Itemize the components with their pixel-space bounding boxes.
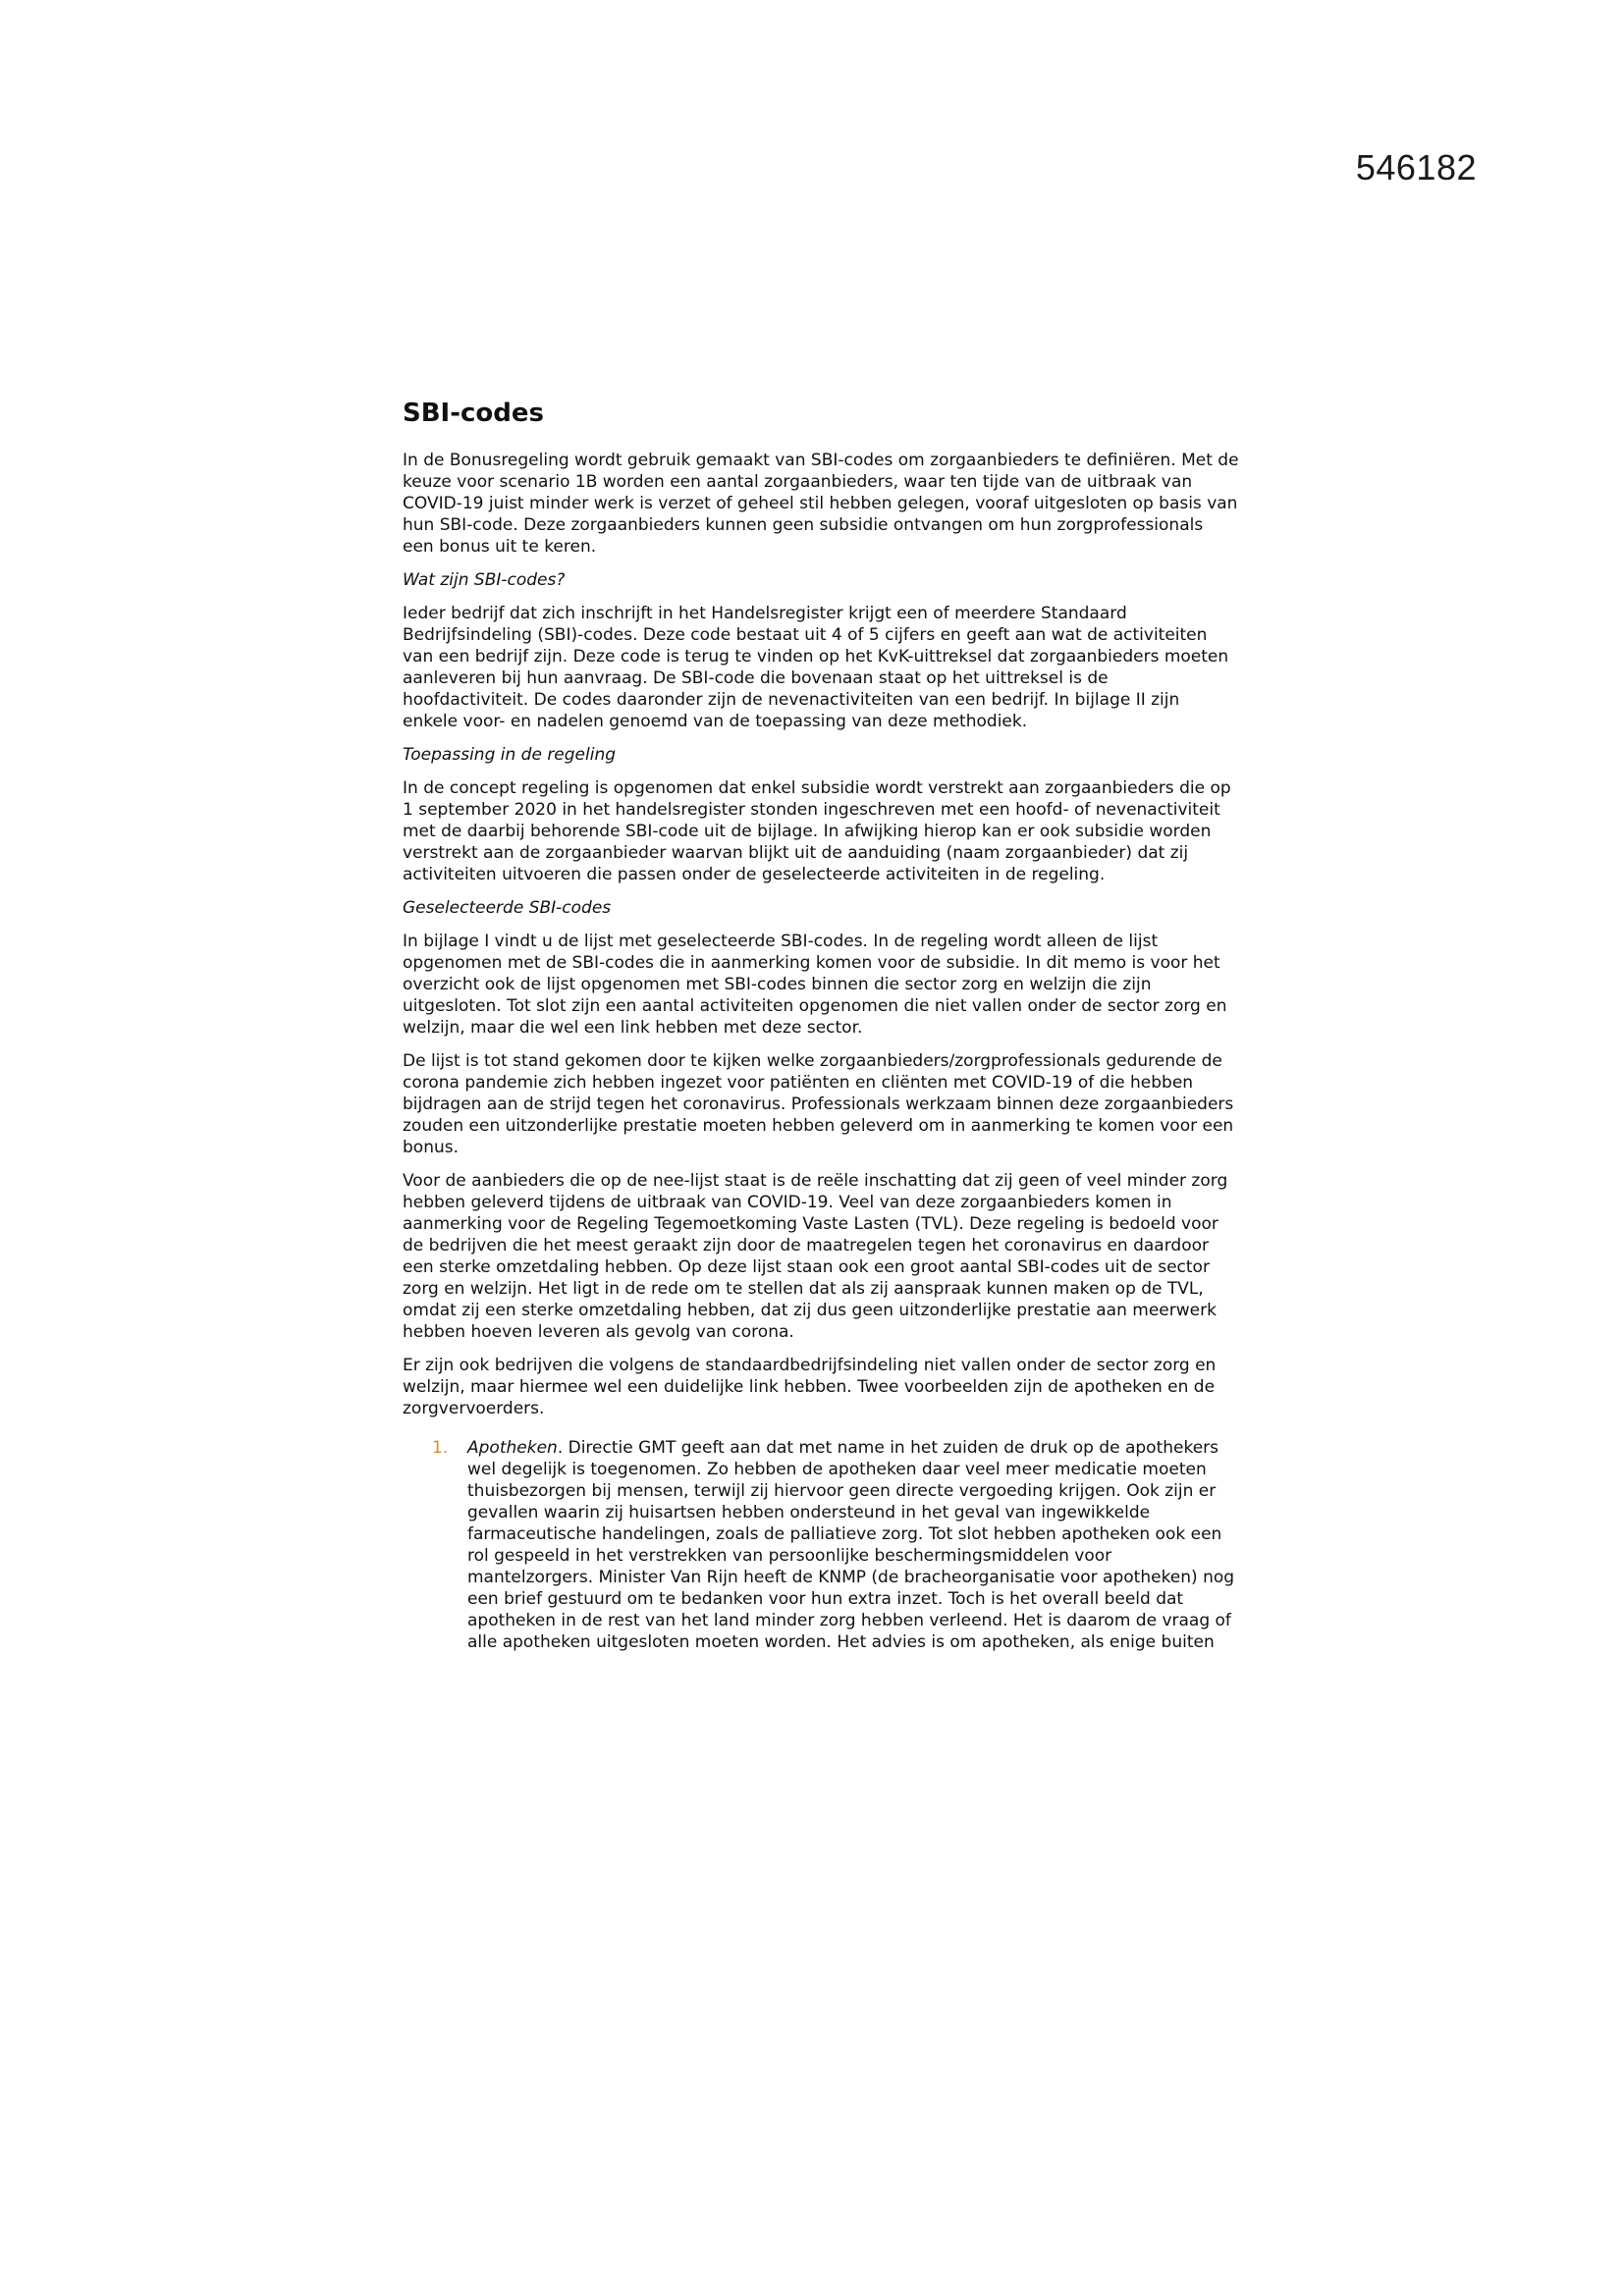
document-body xyxy=(403,397,1239,1653)
list-item-text: . Directie GMT geeft aan dat met name in het zuiden de druk op de apothekers wel degelijk is toegenomen. Zo hebben de apotheken daar veel meer medicatie moeten thuisbezorgen bij mensen, terwijl zij hiervoor geen directe vergoeding krijgen. Ook zijn er gevallen waarin zij huisartsen hebben ondersteund in het geval van ingewikkelde farmaceutische handelingen, zoals de palliatieve zorg. Tot slot hebben apotheken ook een rol gespeeld in het verstrekken van persoonlijke beschermingsmiddelen voor mantelzorgers. Minister Van Rijn heeft de KNMP (de bracheorganisatie voor apotheken) nog een brief gestuurd om te bedanken voor hun extra inzet. Toch is het overall beeld dat apotheken in de rest van het land minder zorg hebben verleend. Het is daarom de vraag of alle apotheken uitgesloten moeten worden. Het advies is om apotheken, als enige buiten xyxy=(467,1438,1235,1652)
section-heading-wat-zijn-sbi-codes: Wat zijn SBI-codes? xyxy=(403,570,566,590)
section-paragraph-toepassing: In de concept regeling is opgenomen dat enkel subsidie wordt verstrekt aan zorgaanbieders die op 1 september 2020 in het handelsregister stonden ingeschreven met een hoofd- of nevenactiviteit met de daarbij behorende SBI-code uit de bijlage. In afwijking hierop kan er ook subsidie worden verstrekt aan de zorgaanbieder waarvan blijkt uit de aanduiding (naam zorgaanbieder) dat zij activiteiten uitvoeren die passen onder de geselecteerde activiteiten in de regeling. xyxy=(403,778,1231,884)
section-paragraph-lijst: De lijst is tot stand gekomen door te kijken welke zorgaanbieders/zorgprofessionals gedurende de corona pandemie zich hebben ingezet voor patiënten en cliënten met COVID-19 of die hebben bijdragen aan de strijd tegen het coronavirus. Professionals werkzaam binnen deze zorgaanbieders zouden een uitzonderlijke prestatie moeten hebben geleverd om in aanmerking te komen voor een bonus. xyxy=(403,1051,1234,1157)
section-paragraph-link-sector: Er zijn ook bedrijven die volgens de standaardbedrijfsindeling niet vallen onder de sector zorg en welzijn, maar hiermee wel een duidelijke link hebben. Twee voorbeelden zijn de apotheken en de zorgvervoerders. xyxy=(403,1356,1217,1418)
section-heading-toepassing: Toepassing in de regeling xyxy=(403,745,617,765)
numbered-list xyxy=(403,1437,1239,1653)
section-paragraph-nee-lijst: Voor de aanbieders die op de nee-lijst staat is de reële inschatting dat zij geen of veel minder zorg hebben geleverd tijdens de uitbraak van COVID-19. Veel van deze zorgaanbieders komen in aanmerking voor de Regeling Tegemoetkoming Vaste Lasten (TVL). Deze regeling is bedoeld voor de bedrijven die het meest geraakt zijn door de maatregelen tegen het coronavirus en daardoor een sterke omzetdaling hebben. Op deze lijst staan ook een groot aantal SBI-codes uit de sector zorg en welzijn. Het ligt in de rede om te stellen dat als zij aanspraak kunnen maken op de TVL, omdat zij een sterke omzetdaling hebben, dat zij dus geen uitzonderlijke prestatie aan meerwerk hebben hoeven leveren als gevolg van corona. xyxy=(403,1171,1228,1342)
document-number: 546182 xyxy=(1355,147,1477,187)
section-paragraph-sbi-explanation: Ieder bedrijf dat zich inschrijft in het Handelsregister krijgt een of meerdere Standaard Bedrijfsindeling (SBI)-codes. Deze code bestaat uit 4 of 5 cijfers en geeft aan wat de activiteiten van een bedrijf zijn. Deze code is terug te vinden op het KvK-uittreksel dat zorgaanbieders moeten aanleveren bij hun aanvraag. De SBI-code die bovenaan staat op het uittreksel is de hoofdactiviteit. De codes daaronder zijn de nevenactiviteiten van een bedrijf. In bijlage II zijn enkele voor- en nadelen genoemd van de toepassing van deze methodiek. xyxy=(403,604,1229,731)
list-item xyxy=(403,1437,1239,1653)
list-item-number: 1. xyxy=(432,1438,449,1458)
section-heading-geselecteerde-sbi-codes: Geselecteerde SBI-codes xyxy=(403,898,612,918)
section-paragraph-bijlage: In bijlage I vindt u de lijst met geselecteerde SBI-codes. In de regeling wordt alleen de lijst opgenomen met de SBI-codes die in aanmerking komen voor de subsidie. In dit memo is voor het overzicht ook de lijst opgenomen met SBI-codes binnen die sector zorg en welzijn die zijn uitgesloten. Tot slot zijn een aantal activiteiten opgenomen die niet vallen onder de sector zorg en welzijn, maar die wel een link hebben met deze sector. xyxy=(403,932,1227,1038)
page-title: SBI-codes xyxy=(403,399,545,428)
list-item-lead: Apotheken xyxy=(467,1438,558,1458)
intro-paragraph: In de Bonusregeling wordt gebruik gemaakt van SBI-codes om zorgaanbieders te definiëren. Met de keuze voor scenario 1B worden een aantal zorgaanbieders, waar ten tijde van de uitbraak van COVID-19 juist minder werk is verzet of geheel stil hebben gelegen, vooraf uitgesloten op basis van hun SBI-code. Deze zorgaanbieders kunnen geen subsidie ontvangen om hun zorgprofessionals een bonus uit te keren. xyxy=(403,451,1239,557)
